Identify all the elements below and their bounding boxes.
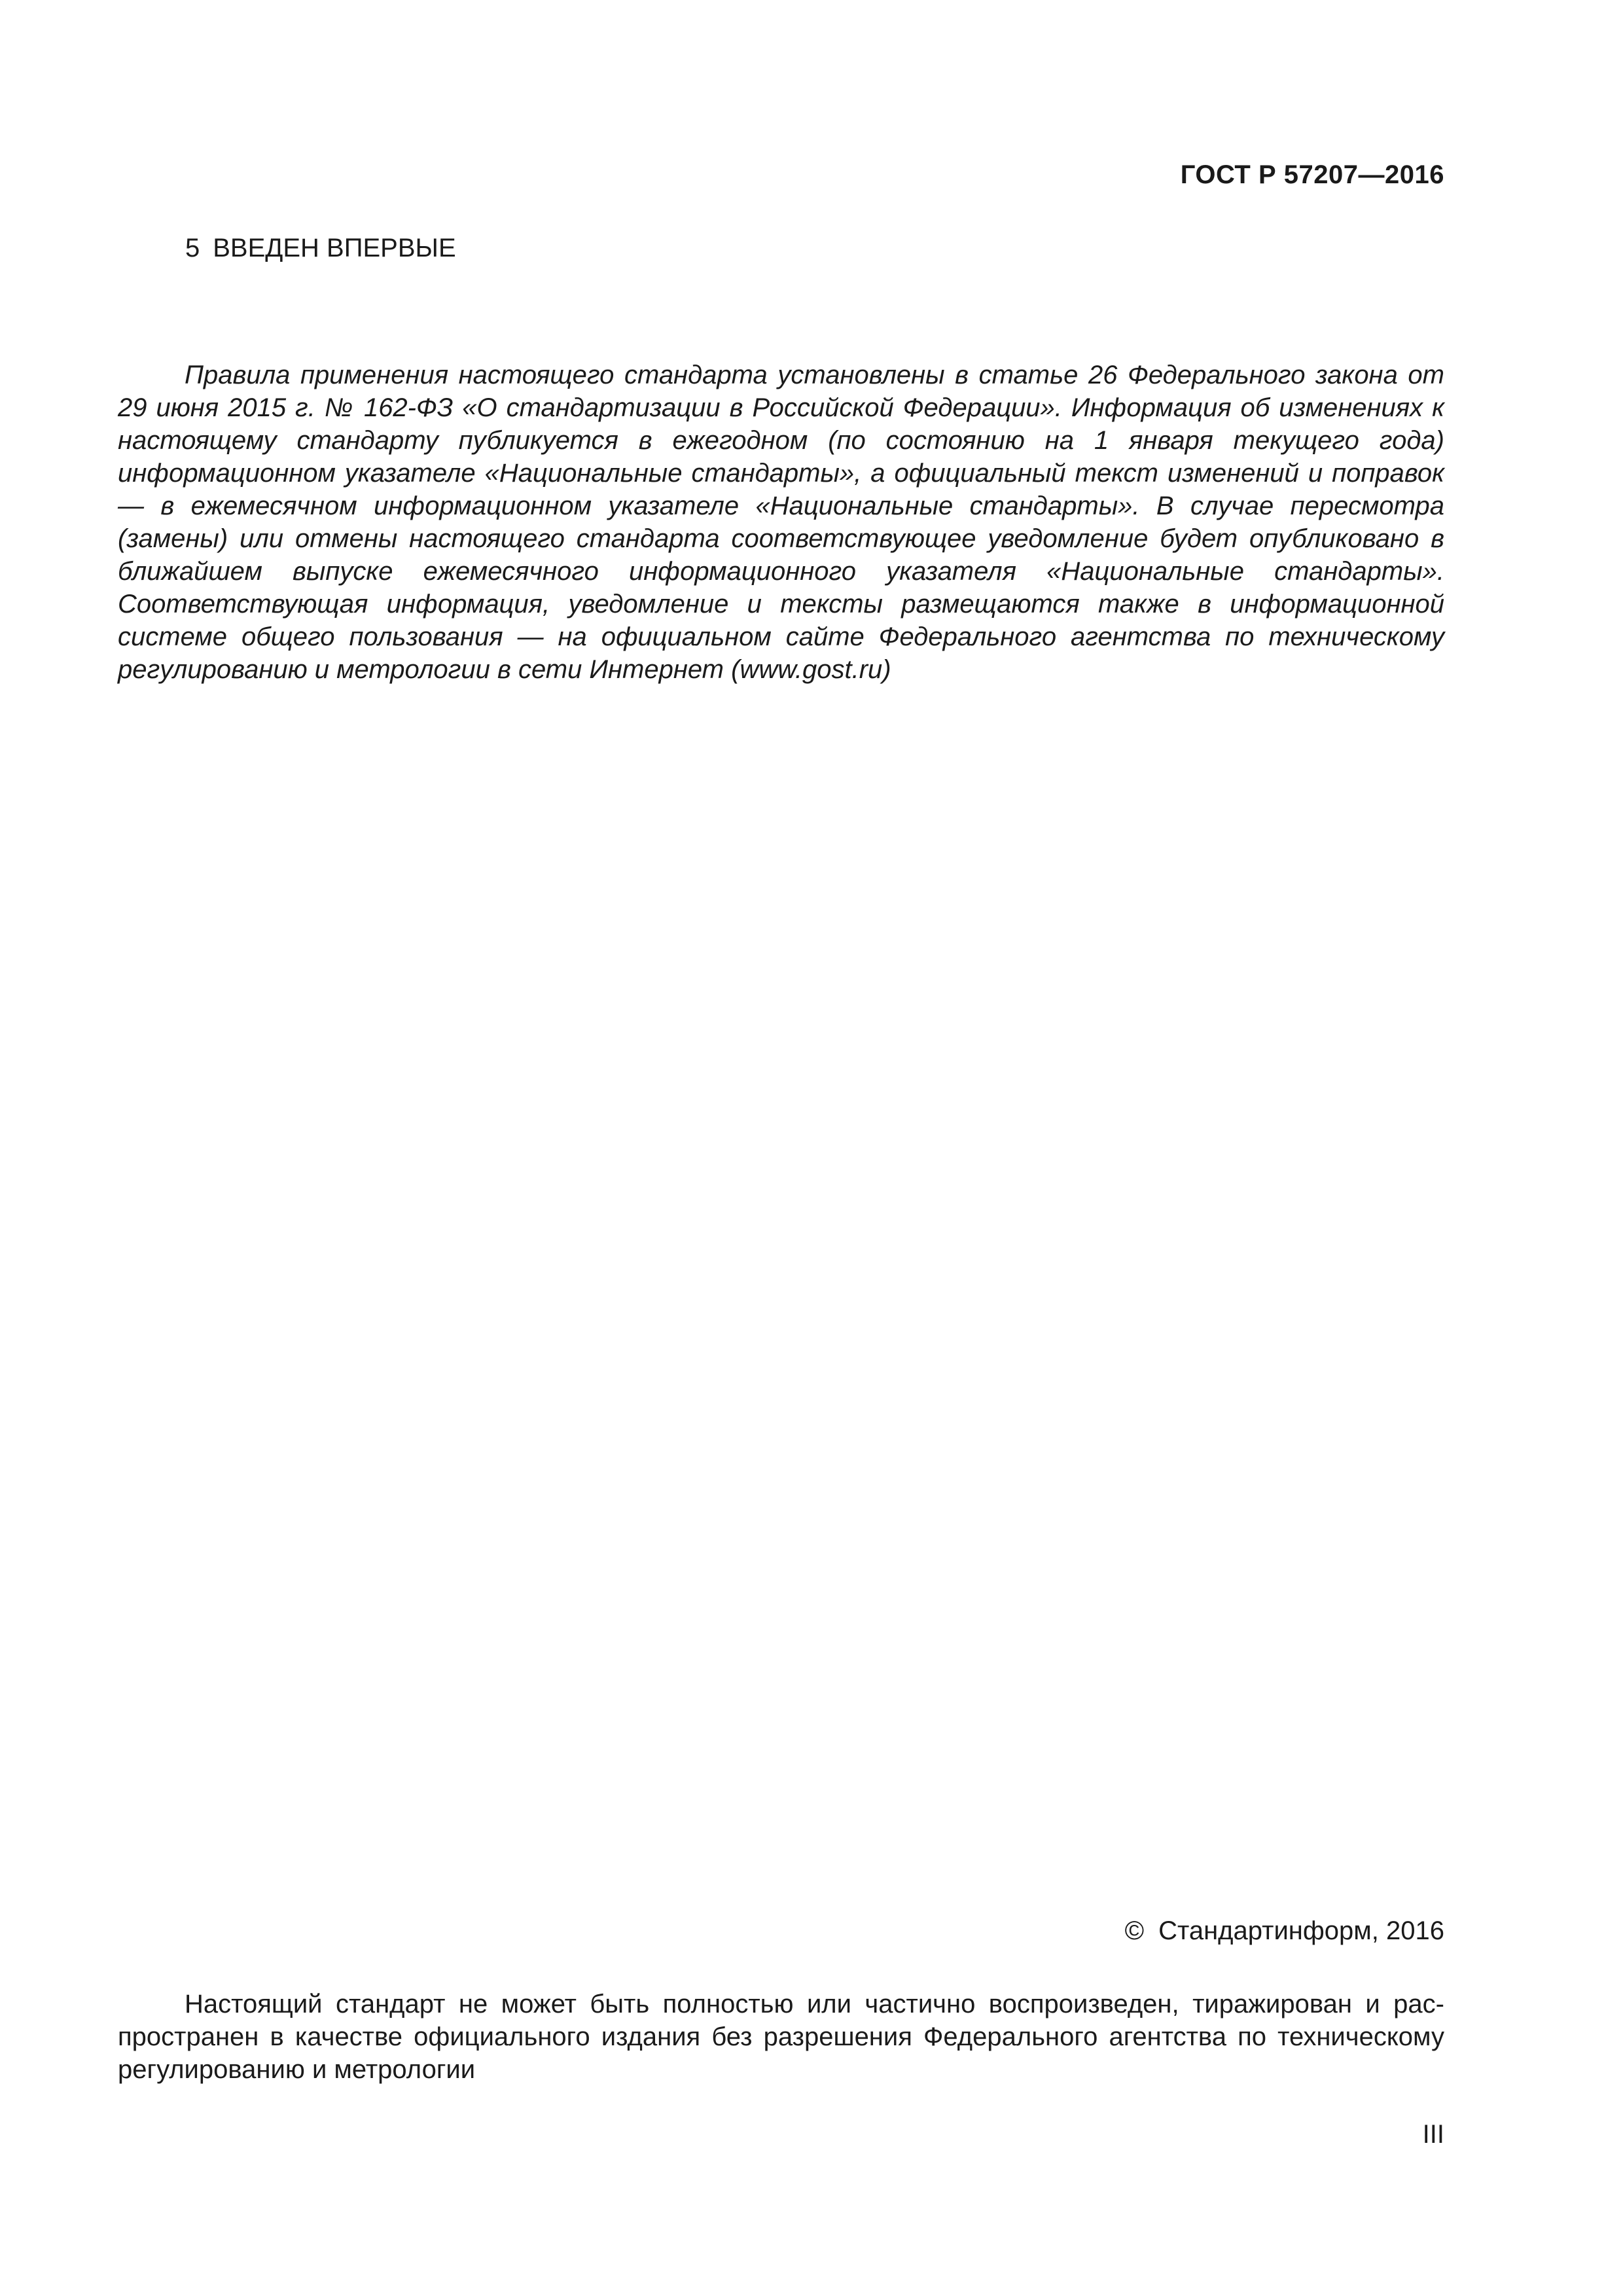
reproduction-notice-paragraph: Настоящий стандарт не может быть полностью или частично воспроизведен, тиражирован и распространен в качестве официального издания без разрешения Федерального агентства по техническому регулированию и метрологии: [118, 1990, 1444, 2084]
section-number: 5: [185, 234, 200, 262]
copyright-line: [1125, 1916, 1444, 1946]
page-number: III: [1422, 2120, 1444, 2149]
copyright-icon: ©: [1124, 1916, 1145, 1945]
application-rules-paragraph: Правила применения настоящего стандарта установлены в статье 26 Федерального закона от 29 июня 2015 г. № 162-ФЗ «О стандартизации в Российской Федерации». Информация об изменениях к настоящему стандарту публикуется в ежегодном (по состоянию на 1 января текущего года) информационном указателе «Национальные стандарты», а официальный текст изменений и поправок — в ежемесячном информационном указателе «Национальные стандарты». В случае пересмотра (замены) или отмены настоящего стандарта соответствующее уведомление будет опубликовано в ближайшем выпуске ежемесячного информационного указателя «Национальные стандарты». Соответствующая информация, уведомление и тексты размещаются также в информационной системе общего пользования — на официальном сайте Федерального агентства по техническому регулированию и метрологии в сети Интернет (www.gost.ru): [118, 361, 1444, 684]
document-code-header: ГОСТ Р 57207—2016: [1180, 160, 1444, 189]
section-text: ВВЕДЕН ВПЕРВЫЕ: [213, 234, 456, 262]
section-introduced-first: [185, 234, 456, 263]
copyright-text: Стандартинформ, 2016: [1158, 1916, 1444, 1945]
